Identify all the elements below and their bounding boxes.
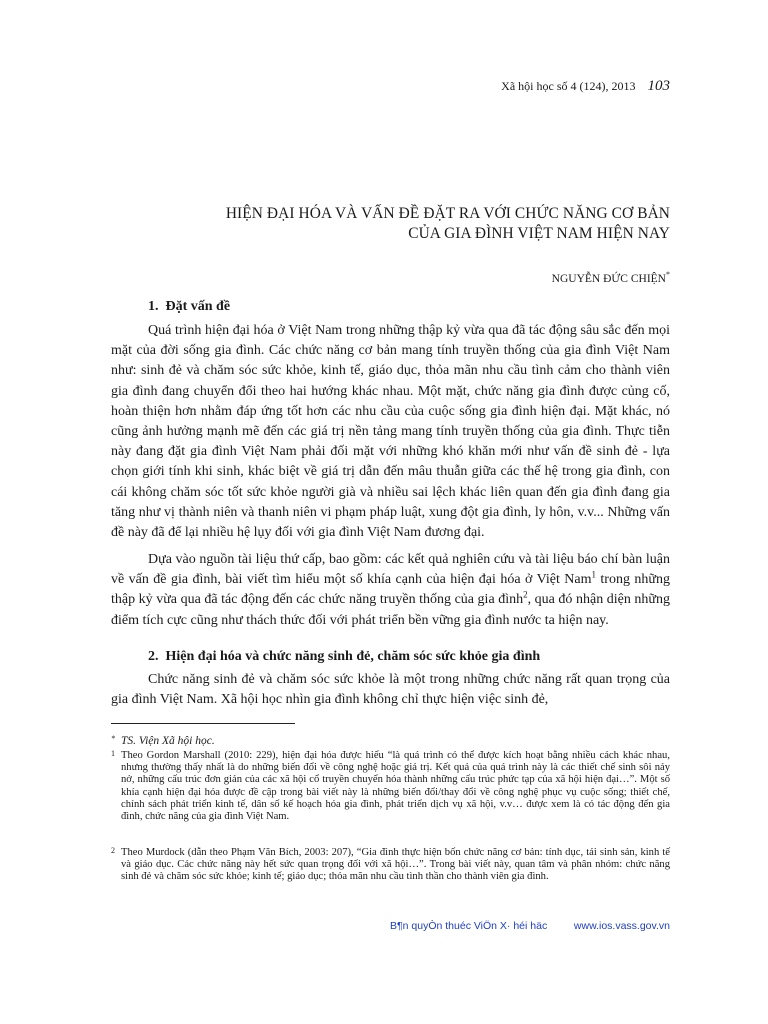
- copyright-notice: B¶n quyÒn thuéc ViÖn X· héi häc: [390, 920, 548, 932]
- author-name: NGUYỄN ĐỨC CHIỆN: [551, 272, 666, 285]
- paragraph-text: Dựa vào nguồn tài liệu thứ cấp, bao gồm: các kết quả nghiên cứu và tài liệu báo chí bàn luận về vấn đề gia đình, bài viết tìm hiểu một số khía cạnh của hiện đại hóa ở Việt Nam: [111, 552, 670, 588]
- footnote-2: [111, 847, 670, 884]
- section-1-paragraph-1: Quá trình hiện đại hóa ở Việt Nam trong những thập kỷ vừa qua đã tác động sâu sắc đến mọi mặt của đời sống gia đình. Các chức năng cơ bản mang tính truyền thống của gia đình Việt Nam như: sinh đẻ và chăm sóc sức khỏe, kinh tế, giáo dục, thỏa mãn nhu cầu tình cảm cho thành viên gia đình đang chuyển đổi theo hai hướng khác nhau. Một mặt, chức năng gia đình được củng cố, hoàn thiện hơn nhằm đáp ứng tốt hơn các nhu cầu của cuộc sống gia đình hiện đại. Mặt khác, nó cũng ảnh hưởng mạnh mẽ đến các giá trị nền tảng mang tính truyền thống của gia đình. Thực tiễn này đang đặt gia đình Việt Nam phải đối mặt với những khó khăn mới như vấn đề sinh đẻ - lựa chọn giới tính khi sinh, khác biệt về giá trị dẫn đến mâu thuẫn giữa các thế hệ trong gia đình, con cái không chăm sóc tốt sức khỏe người già và nhiều sai lệch khác liên quan đến gia đình đang gia tăng như vị thành niên và thanh niên vi phạm pháp luật, xung đột gia đình, ly hôn, v.v... Những vấn đề này đã để lại nhiều hệ lụy đối với gia đình Việt Nam đương đại.: [111, 323, 670, 541]
- footnote-affiliation: [111, 735, 670, 747]
- section-1-heading: [148, 298, 230, 316]
- footnote-text: Theo Gordon Marshall (2010: 229), hiện đại hóa được hiểu “là quá trình có thể được kích hoạt bằng nhiều cách khác nhau, nhưng thường thấy nhất là do những biến đổi về công nghệ hoặc giá trị. Kết quả của quá trình này là các thiết chế sinh sôi nảy nở, những cấu trúc đơn giản của các xã hội cổ truyền chuyển hóa thành những cấu trúc phức tạp của xã hội hiện đại…”. Một số khía cạnh hiện đại hóa được đề cập trong bài viết này là những biến đổi/thay đổi về công nghệ phục vụ cuộc sống; thiết chế, chính sách phát triển kinh tế, dân số kế hoạch hóa gia đình, phát triển dịch vụ xã hội, v.v… được xem là có tác động đến gia đình, chức năng của gia đình Việt Nam.: [121, 750, 670, 823]
- footnote-text: TS. Viện Xã hội học.: [121, 735, 215, 747]
- author-byline: [110, 268, 670, 286]
- section-2-heading: [148, 648, 540, 666]
- footnote-mark: 2: [111, 846, 115, 855]
- footnote-mark: *: [111, 734, 115, 743]
- article-title: [110, 204, 670, 244]
- footnote-ref-2[interactable]: 2: [523, 589, 528, 600]
- website-link[interactable]: www.ios.vass.gov.vn: [573, 920, 670, 932]
- paragraph-text: , qua đó nhận diện những điểm tích cực cũng như thách thức đối với phát triển bền vững gia đình nước ta hiện nay.: [111, 592, 670, 628]
- section-2-paragraph-1: Chức năng sinh đẻ và chăm sóc sức khỏe là một trong những chức năng rất quan trọng của gia đình Việt Nam. Xã hội học nhìn gia đình không chỉ thực hiện việc sinh đẻ,: [111, 672, 670, 708]
- footnote-divider: [111, 723, 295, 724]
- section-1-number: 1.: [148, 299, 159, 314]
- footnote-mark: 1: [111, 749, 115, 758]
- section-1-paragraph-2: [111, 550, 670, 631]
- footnote-ref-1[interactable]: 1: [591, 569, 596, 580]
- journal-issue: Xã hội học số 4 (124), 2013: [501, 79, 636, 93]
- title-line-1: HIỆN ĐẠI HÓA VÀ VẤN ĐỀ ĐẶT RA VỚI CHỨC NĂNG CƠ BẢN: [225, 205, 670, 222]
- paragraph-text: trong những thập kỷ vừa qua đã tác động đến các chức năng truyền thống của gia đình: [111, 572, 670, 608]
- author-footnote-mark: *: [666, 270, 670, 279]
- section-2-title: Hiện đại hóa và chức năng sinh đẻ, chăm sóc sức khỏe gia đình: [165, 649, 541, 664]
- title-line-2: CỦA GIA ĐÌNH VIỆT NAM HIỆN NAY: [408, 225, 670, 242]
- running-header: [110, 78, 670, 94]
- section-2-number: 2.: [148, 649, 159, 664]
- page-number: 103: [647, 78, 670, 94]
- footnote-text: Theo Murdock (dẫn theo Phạm Văn Bích, 2003: 207), “Gia đình thực hiện bốn chức năng cơ bản: tính dục, tái sinh sản, kinh tế và giáo dục. Các chức năng này hết sức quan trọng đối với xã hội…”. Trong bài viết này, quan tâm và phân nhóm: chức năng sinh đẻ và chăm sóc sức khỏe; kinh tế; giáo dục; thỏa mãn nhu cầu tình thần cho thành viên gia đình.: [121, 847, 670, 883]
- footnote-1: [111, 750, 670, 823]
- section-1-title: Đặt vấn đề: [165, 299, 231, 314]
